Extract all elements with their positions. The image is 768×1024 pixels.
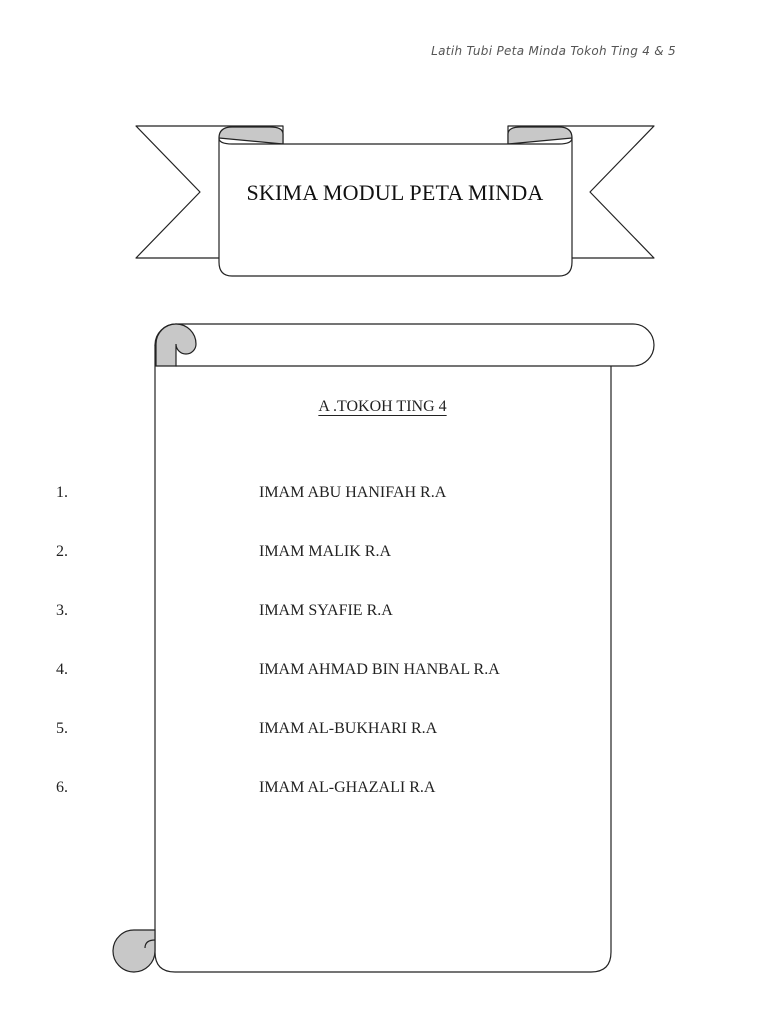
list-item-number: 4. [56, 661, 68, 678]
scroll-bottom-curl [113, 930, 155, 972]
list-item [0, 543, 600, 565]
list-item-number: 3. [56, 602, 68, 619]
list-item-name: IMAM ABU HANIFAH R.A [259, 484, 447, 501]
banner-title: SKIMA MODUL PETA MINDA [246, 180, 544, 205]
list-item-name: IMAM MALIK R.A [259, 543, 391, 560]
list-item-number: 5. [56, 720, 68, 737]
list-item [0, 661, 600, 683]
list-item [0, 602, 600, 624]
section-heading: A .TOKOH TING 4 [318, 398, 447, 415]
list-item-number: 6. [56, 779, 68, 796]
list-item-name: IMAM SYAFIE R.A [259, 602, 393, 619]
list-item [0, 720, 600, 742]
list-item-number: 2. [56, 543, 68, 560]
scroll-top-roll [155, 324, 654, 366]
scroll-parchment [113, 324, 654, 972]
scroll-body [155, 345, 611, 972]
list-item-name: IMAM AL-GHAZALI R.A [259, 779, 436, 796]
running-header: Latih Tubi Peta Minda Tokoh Ting 4 & 5 [431, 44, 676, 58]
list-item-name: IMAM AHMAD BIN HANBAL R.A [259, 661, 500, 678]
list-item-number: 1. [56, 484, 68, 501]
list-item [0, 779, 600, 801]
list-item [0, 484, 600, 506]
list-item-name: IMAM AL-BUKHARI R.A [259, 720, 438, 737]
ribbon-center-panel [219, 138, 572, 276]
